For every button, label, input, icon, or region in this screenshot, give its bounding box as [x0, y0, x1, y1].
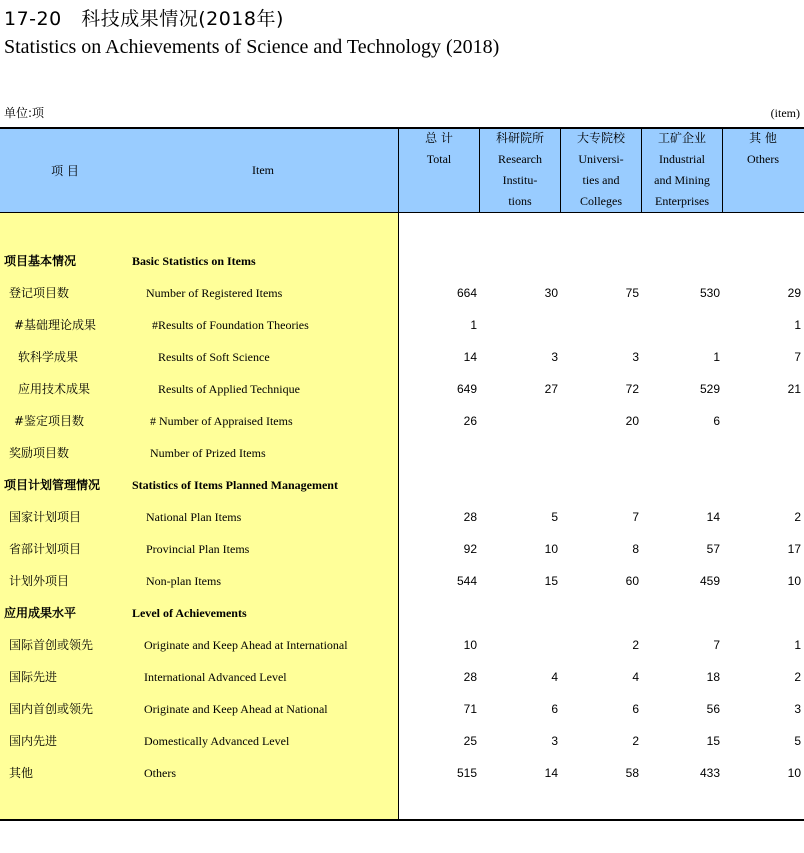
row-label-cn: 奖励项目数 [9, 446, 70, 460]
column-header-en: Universi- [578, 152, 624, 166]
column-header-en: Total [426, 152, 452, 166]
column-header-en: Others [747, 152, 779, 166]
cell-value: 58 [625, 766, 639, 780]
cell-value: 7 [632, 510, 639, 524]
cell-value: 28 [463, 670, 477, 684]
cell-value: 10 [787, 574, 801, 588]
table-row [0, 283, 804, 303]
cell-value: 92 [463, 542, 477, 556]
cell-value: 1 [470, 318, 477, 332]
row-label-cn: 其他 [9, 766, 34, 780]
cell-value: 544 [456, 574, 477, 588]
cell-value: 4 [551, 670, 558, 684]
row-label-cn: 登记项目数 [9, 286, 70, 300]
page-title-en: Statistics on Achievements of Science and Technology (2018) [4, 36, 500, 58]
row-label-en: Number of Prized Items [150, 446, 266, 460]
cell-value: 8 [632, 542, 639, 556]
cell-value: 4 [632, 670, 639, 684]
row-label-en: Non-plan Items [146, 574, 221, 588]
cell-value: 530 [699, 286, 720, 300]
table-row [0, 475, 804, 495]
cell-value: 433 [699, 766, 720, 780]
table-bottom-rule [0, 819, 804, 821]
row-label-en: International Advanced Level [144, 670, 287, 684]
row-label-cn: #基础理论成果 [14, 318, 97, 332]
row-label-cn: 项目基本情况 [4, 254, 77, 268]
cell-value: 26 [463, 414, 477, 428]
table-row [0, 251, 804, 271]
cell-value: 3 [551, 350, 558, 364]
cell-value: 18 [706, 670, 720, 684]
row-label-en: Statistics of Items Planned Management [132, 478, 338, 492]
cell-value: 1 [794, 318, 801, 332]
column-header-en: Institu- [502, 173, 538, 187]
column-header-en: tions [508, 194, 532, 208]
row-label-cn: 应用成果水平 [4, 606, 77, 620]
row-label-cn: 国际先进 [9, 670, 58, 684]
cell-value: 71 [463, 702, 477, 716]
unit-label-en: (item) [770, 106, 800, 120]
table-row [0, 763, 804, 783]
table-row [0, 411, 804, 431]
cell-value: 30 [544, 286, 558, 300]
row-label-en: Others [144, 766, 176, 780]
column-header-en: Research [498, 152, 542, 166]
cell-value: 14 [463, 350, 477, 364]
cell-value: 17 [787, 542, 801, 556]
row-label-cn: 省部计划项目 [9, 542, 82, 556]
row-label-en: Results of Soft Science [158, 350, 270, 364]
unit-label-cn: 单位:项 [4, 106, 45, 120]
column-header-en: Industrial [659, 152, 705, 166]
cell-value: 75 [625, 286, 639, 300]
row-label-cn: 应用技术成果 [18, 382, 91, 396]
row-label-en: Originate and Keep Ahead at National [144, 702, 328, 716]
row-label-cn: 国际首创或领先 [9, 638, 94, 652]
row-label-en: # Number of Appraised Items [150, 414, 293, 428]
cell-value: 1 [713, 350, 720, 364]
column-header-en: ties and [582, 173, 620, 187]
header-item-en: Item [252, 163, 274, 177]
column-header [642, 128, 722, 212]
cell-value: 515 [456, 766, 477, 780]
row-label-en: Basic Statistics on Items [132, 254, 256, 268]
column-header-en: Enterprises [655, 194, 709, 208]
row-label-cn: 项目计划管理情况 [4, 478, 101, 492]
cell-value: 2 [794, 510, 801, 524]
table-row [0, 347, 804, 367]
cell-value: 459 [699, 574, 720, 588]
cell-value: 14 [706, 510, 720, 524]
cell-value: 29 [787, 286, 801, 300]
column-header-cn: 其 他 [749, 131, 777, 145]
cell-value: 6 [713, 414, 720, 428]
table-row [0, 507, 804, 527]
column-header-cn: 科研院所 [495, 131, 544, 145]
cell-value: 5 [794, 734, 801, 748]
table-row [0, 539, 804, 559]
row-label-en: #Results of Foundation Theories [152, 318, 309, 332]
table-row [0, 571, 804, 591]
page-title-cn: 17-20 科技成果情况(2018年) [4, 8, 284, 30]
row-label-cn: 国内先进 [9, 734, 58, 748]
header-item-cn: 项 目 [51, 164, 79, 178]
cell-value: 649 [456, 382, 477, 396]
cell-value: 6 [551, 702, 558, 716]
cell-value: 15 [544, 574, 558, 588]
cell-value: 14 [544, 766, 558, 780]
cell-value: 60 [625, 574, 639, 588]
cell-value: 664 [456, 286, 477, 300]
cell-value: 21 [787, 382, 801, 396]
cell-value: 27 [544, 382, 558, 396]
row-label-en: Originate and Keep Ahead at International [144, 638, 348, 652]
table-row [0, 731, 804, 751]
cell-value: 2 [632, 638, 639, 652]
cell-value: 72 [625, 382, 639, 396]
column-header [723, 128, 803, 170]
column-header-cn: 工矿企业 [657, 131, 706, 145]
table-row [0, 379, 804, 399]
cell-value: 56 [706, 702, 720, 716]
row-label-en: Provincial Plan Items [146, 542, 250, 556]
cell-value: 10 [463, 638, 477, 652]
row-label-en: National Plan Items [146, 510, 242, 524]
table-row [0, 443, 804, 463]
cell-value: 2 [632, 734, 639, 748]
column-header-cn: 大专院校 [576, 131, 625, 145]
table-row [0, 315, 804, 335]
cell-value: 28 [463, 510, 477, 524]
cell-value: 10 [787, 766, 801, 780]
cell-value: 57 [706, 542, 720, 556]
cell-value: 7 [794, 350, 801, 364]
row-label-cn: 国家计划项目 [9, 510, 82, 524]
table-row [0, 667, 804, 687]
cell-value: 15 [706, 734, 720, 748]
column-header [480, 128, 560, 212]
table-row [0, 699, 804, 719]
row-label-en: Domestically Advanced Level [144, 734, 290, 748]
cell-value: 20 [625, 414, 639, 428]
cell-value: 10 [544, 542, 558, 556]
row-label-cn: 软科学成果 [18, 350, 79, 364]
column-header-en: and Mining [654, 173, 710, 187]
table-row [0, 603, 804, 623]
row-label-en: Number of Registered Items [146, 286, 283, 300]
cell-value: 25 [463, 734, 477, 748]
column-header [561, 128, 641, 212]
cell-value: 3 [632, 350, 639, 364]
table-header-rule [0, 212, 804, 213]
column-header [399, 128, 479, 170]
column-header-en: Colleges [580, 194, 622, 208]
cell-value: 7 [713, 638, 720, 652]
table-row [0, 635, 804, 655]
column-header-cn: 总 计 [425, 131, 453, 145]
row-label-cn: 计划外项目 [9, 574, 70, 588]
cell-value: 2 [794, 670, 801, 684]
row-label-cn: #鉴定项目数 [14, 414, 85, 428]
row-label-en: Results of Applied Technique [158, 382, 300, 396]
row-label-en: Level of Achievements [132, 606, 247, 620]
row-label-cn: 国内首创或领先 [9, 702, 94, 716]
cell-value: 1 [794, 638, 801, 652]
cell-value: 6 [632, 702, 639, 716]
cell-value: 3 [551, 734, 558, 748]
cell-value: 529 [699, 382, 720, 396]
cell-value: 5 [551, 510, 558, 524]
cell-value: 3 [794, 702, 801, 716]
